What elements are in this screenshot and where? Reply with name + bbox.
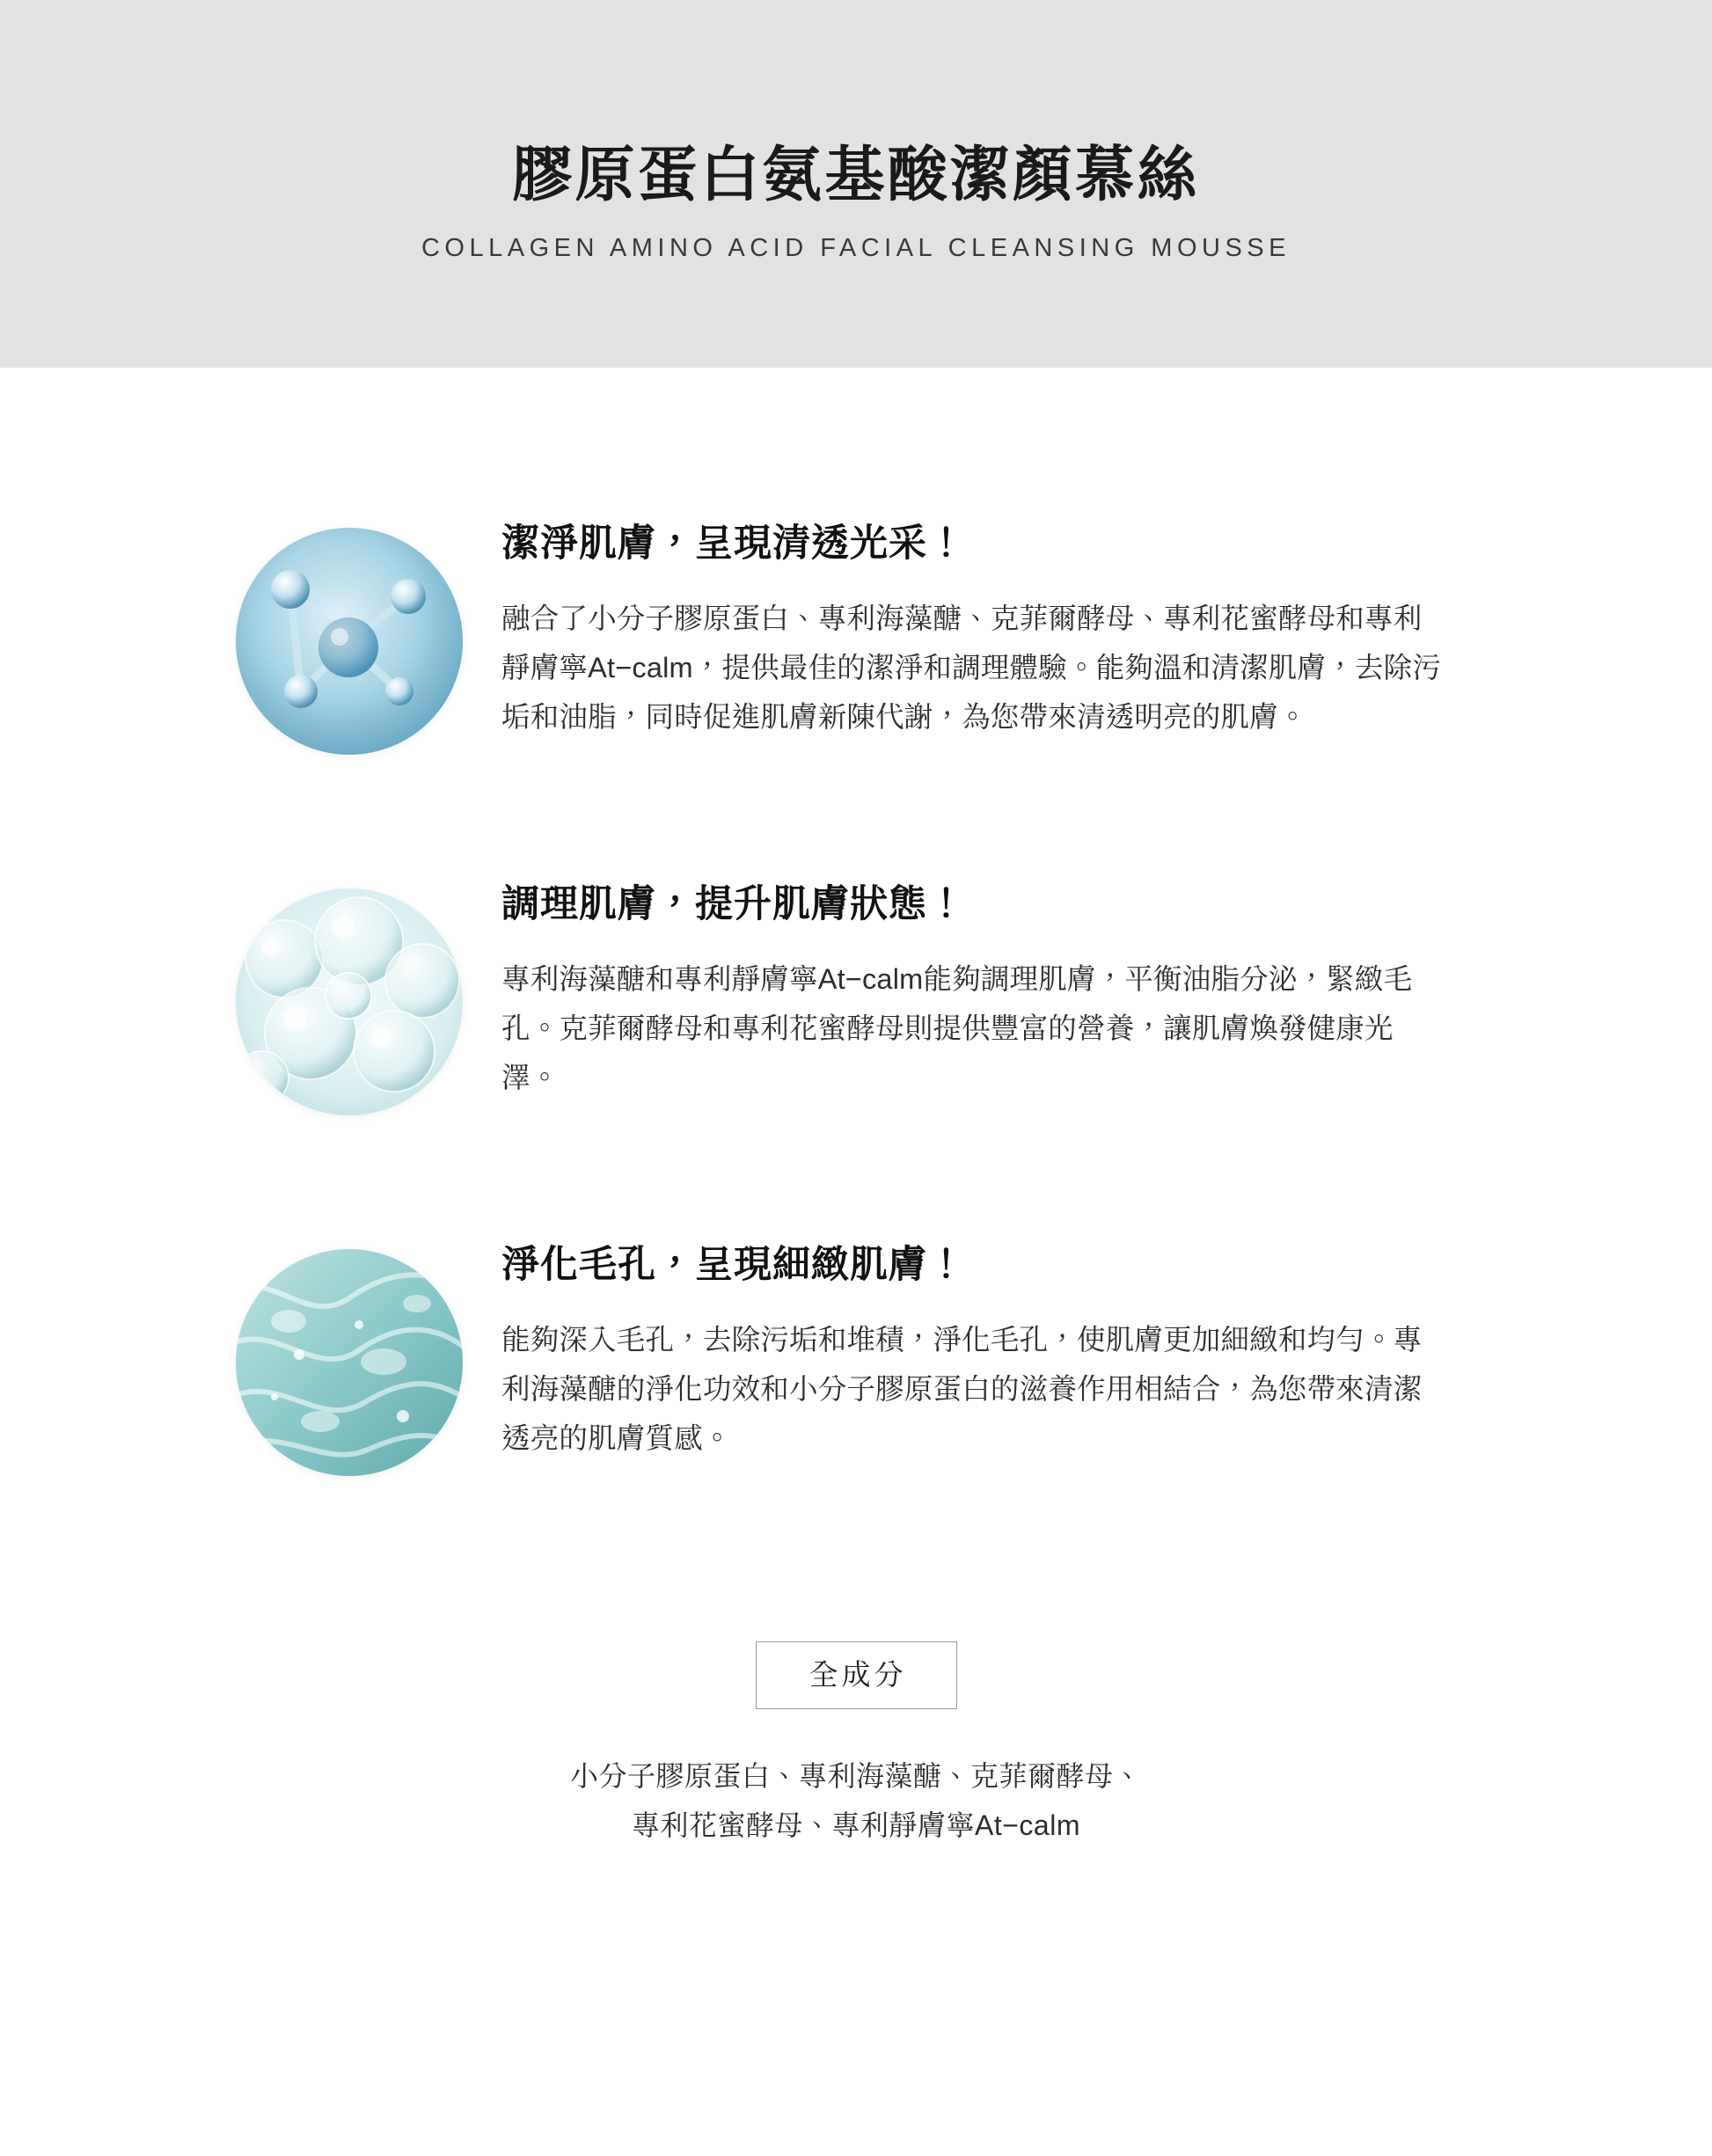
feature-body: 專利海藻醣和專利靜膚寧At−calm能夠調理肌膚，平衡油脂分泌，緊緻毛孔。克菲爾酵母和專利花蜜酵母則提供豐富的營養，讓肌膚煥發健康光澤。 [501,962,1413,1093]
bubbles-photo [236,888,463,1115]
feature-text [501,515,1447,742]
feature-item [0,515,1712,755]
feature-body: 能夠深入毛孔，去除污垢和堆積，淨化毛孔，使肌膚更加細緻和均勻。專利海藻醣的淨化功效和小分子膠原蛋白的滋養作用相結合，為您帶來清潔透亮的肌膚質感。 [501,1323,1423,1454]
feature-text [501,876,1447,1102]
feature-heading: 潔淨肌膚，呈現清透光采！ [501,523,966,565]
page-title: 膠原蛋白氨基酸潔顏慕絲 [512,141,1200,208]
feature-item [0,1237,1712,1476]
ingredients-list [570,1751,1142,1850]
feature-item [0,876,1712,1115]
feature-body: 融合了小分子膠原蛋白、專利海藻醣、克菲爾酵母、專利花蜜酵母和專利靜膚寧At−calm，提供最佳的潔淨和調理體驗。能夠溫和清潔肌膚，去除污垢和油脂，同時促進肌膚新陳代謝，為您帶來清透明亮的肌膚。 [501,602,1442,733]
feature-list [0,368,1712,1476]
molecule-cluster-photo [236,528,463,755]
ingredients-line-2: 專利花蜜酵母、專利靜膚寧At−calm [631,1809,1080,1841]
page-subtitle: COLLAGEN AMINO ACID FACIAL CLEANSING MOUSSE [421,234,1291,263]
feature-text [501,1237,1447,1463]
full-ingredients-button[interactable]: 全成分 [756,1641,957,1709]
feature-heading: 調理肌膚，提升肌膚狀態！ [501,883,966,925]
ingredients-section [0,1641,1712,1999]
ingredients-line-1: 小分子膠原蛋白、專利海藻醣、克菲爾酵母、 [569,1760,1142,1792]
feature-heading: 淨化毛孔，呈現細緻肌膚！ [501,1244,966,1286]
page-header [0,0,1712,368]
water-gel-texture-photo [236,1249,463,1476]
